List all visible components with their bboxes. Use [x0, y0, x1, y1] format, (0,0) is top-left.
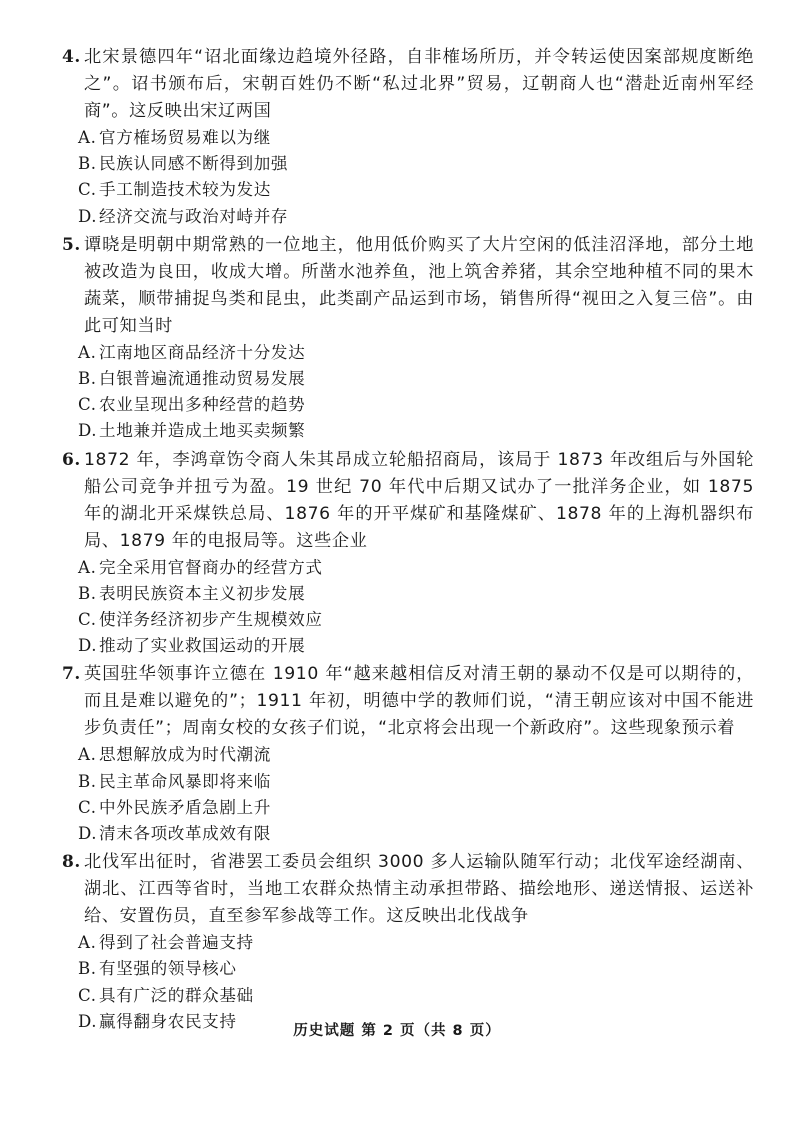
question-number: 8. [62, 852, 81, 873]
option-text: 江南地区商品经济十分发达 [99, 342, 306, 362]
option-text: 表明民族资本主义初步发展 [99, 583, 306, 603]
option-label: A. [78, 933, 97, 953]
option-label: C. [78, 797, 97, 817]
question-stem [62, 661, 754, 742]
answer-option [62, 204, 754, 230]
question-7 [62, 661, 754, 847]
question-stem [62, 232, 754, 340]
answer-option [62, 769, 754, 795]
option-label: A. [78, 745, 97, 765]
option-label: D. [78, 824, 98, 844]
question-number: 6. [62, 449, 81, 470]
option-text: 农业呈现出多种经营的趋势 [99, 395, 306, 415]
option-label: C. [78, 985, 97, 1005]
answer-option [62, 581, 754, 607]
question-text: 北伐军出征时，省港罢工委员会组织 3000 多人运输队随军行动；北伐军途经湖南、湖北、江西等省时，当地工农群众热情主动承担带路、描绘地形、递送情报、运送补给、安置伤员，直至参军参战等工作。这反映出北伐战争 [84, 852, 754, 927]
option-text: 民族认同感不断得到加强 [99, 154, 289, 174]
answer-option [62, 742, 754, 768]
question-number: 5. [62, 234, 81, 255]
option-label: D. [78, 206, 98, 226]
option-label: C. [78, 610, 97, 630]
question-stem [62, 849, 754, 930]
page-footer: 历史试题 第 2 页（共 8 页） [293, 1023, 501, 1039]
option-label: C. [78, 180, 97, 200]
answer-option [62, 340, 754, 366]
question-text: 1872 年，李鸿章饬令商人朱其昂成立轮船招商局，该局于 1873 年改组后与外国轮船公司竞争并扭亏为盈。19 世纪 70 年代中后期又试办了一批洋务企业，如 1875 年的湖北开采煤铁总局、1876 年的开平煤矿和基隆煤矿、1878 年的上海机器织布局、1879 年的电报局等。这些企业 [84, 449, 754, 551]
question-list [62, 44, 754, 1035]
answer-option [62, 151, 754, 177]
answer-option [62, 366, 754, 392]
option-label: B. [78, 583, 97, 603]
answer-option [62, 956, 754, 982]
option-text: 白银普遍流通推动贸易发展 [99, 369, 306, 389]
option-label: A. [78, 342, 97, 362]
question-text: 北宋景德四年“诏北面缘边趋境外径路，自非榷场所历，并令转运使因案部规度断绝之”。诏书颁布后，宋朝百姓仍不断“私过北界”贸易，辽朝商人也“潜赴近南州军经商”。这反映出宋辽两国 [84, 47, 754, 121]
option-text: 手工制造技术较为发达 [99, 180, 271, 200]
question-5 [62, 232, 754, 445]
answer-option [62, 392, 754, 418]
answer-option [62, 633, 754, 659]
option-label: D. [78, 1011, 98, 1031]
question-8 [62, 849, 754, 1035]
option-label: A. [78, 557, 97, 577]
option-text: 具有广泛的群众基础 [99, 985, 254, 1005]
option-text: 完全采用官督商办的经营方式 [99, 557, 323, 577]
option-text: 土地兼并造成土地买卖频繁 [99, 421, 306, 441]
answer-option [62, 983, 754, 1009]
option-text: 得到了社会普遍支持 [99, 933, 254, 953]
question-stem [62, 44, 754, 125]
option-text: 清末各项改革成效有限 [99, 824, 271, 844]
option-label: D. [78, 421, 98, 441]
answer-option [62, 418, 754, 444]
answer-option [62, 607, 754, 633]
answer-option [62, 795, 754, 821]
option-text: 有坚强的领导核心 [99, 959, 237, 979]
question-stem [62, 447, 754, 555]
option-label: B. [78, 154, 97, 174]
option-text: 思想解放成为时代潮流 [99, 745, 271, 765]
option-text: 民主革命风暴即将来临 [99, 771, 271, 791]
option-text: 赢得翻身农民支持 [99, 1011, 237, 1031]
answer-option [62, 555, 754, 581]
question-number: 7. [62, 664, 81, 685]
option-text: 中外民族矛盾急剧上升 [99, 797, 271, 817]
question-6 [62, 447, 754, 660]
option-label: D. [78, 636, 98, 656]
option-label: C. [78, 395, 97, 415]
question-4 [62, 44, 754, 230]
answer-option [62, 125, 754, 151]
option-label: B. [78, 369, 97, 389]
question-text: 英国驻华领事许立德在 1910 年“越来越相信反对清王朝的暴动不仅是可以期待的，而且是难以避免的”；1911 年初，明德中学的教师们说，“清王朝应该对中国不能进步负责任”；周南女校的女孩子们说，“北京将会出现一个新政府”。这些现象预示着 [84, 664, 754, 739]
question-text: 谭晓是明朝中期常熟的一位地主，他用低价购买了大片空闲的低洼沼泽地，部分土地被改造为良田，收成大增。所凿水池养鱼，池上筑舍养猪，其余空地种植不同的果木蔬菜，顺带捕捉鸟类和昆虫，此类副产品运到市场，销售所得“视田之入复三倍”。由此可知当时 [84, 234, 754, 336]
option-label: B. [78, 959, 97, 979]
option-label: B. [78, 771, 97, 791]
answer-option [62, 821, 754, 847]
answer-option [62, 177, 754, 203]
option-text: 使洋务经济初步产生规模效应 [99, 610, 323, 630]
question-number: 4. [62, 47, 81, 67]
answer-option [62, 930, 754, 956]
option-text: 推动了实业救国运动的开展 [99, 636, 306, 656]
option-text: 官方榷场贸易难以为继 [99, 128, 271, 147]
option-text: 经济交流与政治对峙并存 [99, 206, 289, 226]
option-label: A. [78, 128, 97, 147]
